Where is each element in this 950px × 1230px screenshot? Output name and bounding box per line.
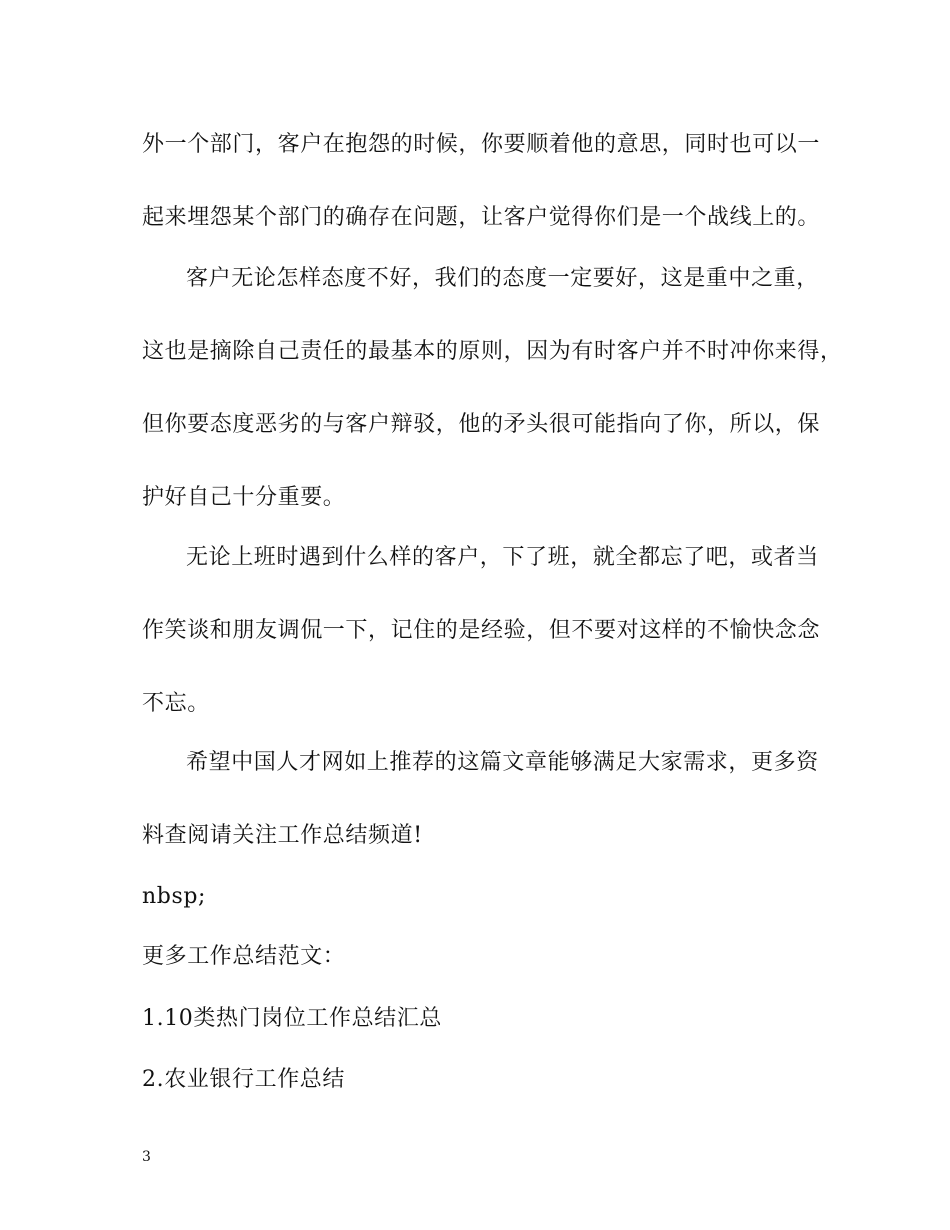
text-line-5: 但你要态度恶劣的与客户辩驳，他的矛头很可能指向了你，所以，保 [142, 412, 821, 437]
paragraph-start-line: 无论上班时遇到什么样的客户，下了班，就全都忘了吧，或者当 [186, 545, 819, 570]
text-line-8: 作笑谈和朋友调侃一下，记住的是经验，但不要对这样的不愉快念念 [142, 618, 821, 643]
text-line-2: 起来埋怨某个部门的确存在问题，让客户觉得你们是一个战线上的。 [142, 205, 821, 230]
paragraph-start-line: 客户无论怎样态度不好，我们的态度一定要好，这是重中之重， [186, 266, 819, 291]
list-item: 1.10类热门岗位工作总结汇总 [142, 1006, 442, 1031]
text-line-4: 这也是摘除自己责任的最基本的原则，因为有时客户并不时冲你来得， [142, 339, 843, 364]
text-line-11: 料查阅请关注工作总结频道! [142, 823, 423, 848]
list-item: 2.农业银行工作总结 [142, 1067, 345, 1092]
text-line-1: 外一个部门，客户在抱怨的时候，你要顺着他的意思，同时也可以一 [142, 132, 821, 157]
text-line-6: 护好自己十分重要。 [142, 485, 346, 510]
text-line-9: 不忘。 [142, 691, 210, 716]
paragraph-start-line: 希望中国人才网如上推荐的这篇文章能够满足大家需求，更多资 [186, 750, 819, 775]
text-line-12: nbsp; [142, 884, 207, 909]
page-number: 3 [142, 1149, 151, 1165]
section-heading: 更多工作总结范文： [142, 944, 346, 969]
